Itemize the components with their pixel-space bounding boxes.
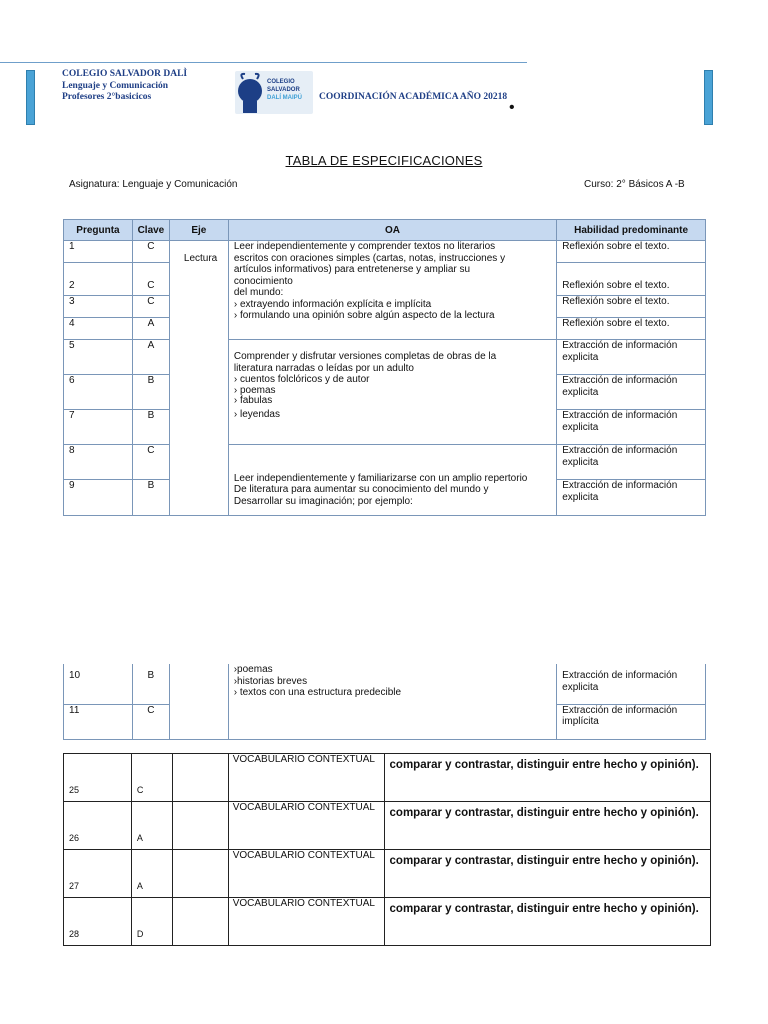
cell-pregunta: 26	[64, 802, 132, 850]
table-row	[64, 850, 711, 898]
asignatura-label: Asignatura: Lenguaje y Comunicación	[69, 179, 238, 190]
cell-clave: B	[132, 664, 169, 704]
oa-line: artículos informativos) para entretenerse y ampliar su	[233, 264, 471, 275]
right-accent-bar	[704, 70, 713, 125]
cell-habilidad: Reflexión sobre el texto.	[557, 296, 706, 318]
cell-clave: A	[131, 850, 172, 898]
cell-pregunta: 28	[64, 898, 132, 946]
header-oa: OA	[228, 220, 556, 241]
cell-eje: VOCABULARIO CONTEXTUAL	[228, 850, 384, 898]
school-subject: Lenguaje y Comunicación	[62, 80, 169, 91]
cell-empty	[172, 802, 228, 850]
cell-habilidad: Extracción de información implícita	[557, 704, 706, 739]
cell-pregunta: 27	[64, 850, 132, 898]
cell-clave: A	[132, 340, 169, 375]
cell-habilidad: Reflexión sobre el texto.	[557, 263, 706, 296]
cell-pregunta: 7	[64, 410, 133, 445]
cell-pregunta: 6	[64, 375, 133, 410]
table-row	[64, 340, 706, 375]
oa-line: › textos con una estructura predecible	[233, 687, 402, 698]
cell-oa-3	[228, 445, 556, 516]
bullet-mark: •	[509, 99, 515, 116]
cell-eje: VOCABULARIO CONTEXTUAL	[228, 754, 384, 802]
cell-eje	[169, 664, 228, 739]
specifications-table	[63, 219, 706, 516]
oa-line: › cuentos folclóricos y de autor	[233, 374, 370, 385]
left-accent-bar	[26, 70, 35, 125]
school-header	[62, 69, 187, 104]
cell-empty	[172, 898, 228, 946]
header-eje: Eje	[169, 220, 228, 241]
cell-clave: B	[132, 375, 169, 410]
cell-habilidad: Extracción de información explicita	[557, 480, 706, 516]
table-row	[64, 445, 706, 480]
cell-eje: VOCABULARIO CONTEXTUAL	[228, 898, 384, 946]
cell-descripcion: comparar y contrastar, distinguir entre hecho y opinión).	[384, 754, 710, 802]
table-row	[64, 754, 711, 802]
cell-clave: C	[132, 263, 169, 296]
cell-habilidad: Extracción de información explicita	[557, 410, 706, 445]
oa-line: Desarrollar su imaginación; por ejemplo:	[233, 495, 413, 507]
table-row	[64, 241, 706, 263]
logo-line-2: SALVADOR	[267, 87, 300, 93]
table-row	[64, 802, 711, 850]
oa-line: › poemas	[233, 384, 276, 396]
cell-habilidad: Extracción de información explicita	[557, 664, 706, 704]
cell-descripcion: comparar y contrastar, distinguir entre hecho y opinión).	[384, 898, 710, 946]
logo-line-1: COLEGIO	[267, 79, 295, 85]
cell-pregunta: 8	[64, 445, 133, 480]
cell-habilidad: Extracción de información explicita	[557, 445, 706, 480]
cell-pregunta: 10	[64, 664, 133, 704]
table-row	[64, 898, 711, 946]
page-title: TABLA DE ESPECIFICACIONES	[285, 153, 483, 168]
school-logo	[235, 71, 313, 114]
cell-clave: C	[132, 445, 169, 480]
cell-clave: B	[132, 410, 169, 445]
coordination-label: COORDINACIÓN ACADÉMICA AÑO 20218	[319, 92, 508, 102]
cell-pregunta: 5	[64, 340, 133, 375]
cell-pregunta: 2	[64, 263, 133, 296]
oa-line: conocimiento	[233, 275, 293, 287]
cell-descripcion: comparar y contrastar, distinguir entre hecho y opinión).	[384, 850, 710, 898]
oa-line: › extrayendo información explícita e implícita	[233, 298, 432, 310]
cell-pregunta: 11	[64, 704, 133, 739]
oa-line: › fabulas	[233, 394, 273, 406]
school-name: COLEGIO SALVADOR DALÌ	[62, 69, 188, 79]
cell-habilidad: Reflexión sobre el texto.	[557, 318, 706, 340]
cell-clave: A	[131, 802, 172, 850]
curso-label: Curso: 2° Básicos A -B	[584, 179, 685, 190]
logo-line-3: DALÍ MAIPÚ	[267, 95, 302, 101]
cell-pregunta: 4	[64, 318, 133, 340]
cell-clave: C	[132, 241, 169, 263]
cell-clave: D	[131, 898, 172, 946]
cell-oa-2	[228, 340, 556, 445]
table-row	[64, 664, 706, 704]
cell-clave: C	[132, 296, 169, 318]
oa-line: literatura narradas o leídas por un adulto	[233, 362, 414, 374]
cell-clave: B	[132, 480, 169, 516]
cell-habilidad: Extracción de información explicita	[557, 340, 706, 375]
header-habilidad: Habilidad predominante	[557, 220, 706, 241]
cell-empty	[172, 850, 228, 898]
cell-eje: VOCABULARIO CONTEXTUAL	[228, 802, 384, 850]
oa-line: › leyendas	[233, 408, 280, 420]
header-pregunta: Pregunta	[64, 220, 133, 241]
header-rule	[0, 62, 527, 63]
oa-line: escritos con oraciones simples (cartas, notas, instrucciones y	[233, 252, 506, 264]
cell-pregunta: 25	[64, 754, 132, 802]
header-clave: Clave	[132, 220, 169, 241]
cell-clave: C	[132, 704, 169, 739]
oa-line: ›historias breves	[233, 675, 308, 687]
cell-habilidad: Extracción de información explicita	[557, 375, 706, 410]
oa-line: De literatura para aumentar su conocimiento del mundo y	[233, 484, 489, 495]
cell-eje: Lectura	[169, 241, 228, 516]
cell-clave: C	[131, 754, 172, 802]
oa-line: Leer independientemente y comprender textos no literarios	[233, 241, 496, 252]
cell-pregunta: 9	[64, 480, 133, 516]
cell-descripcion: comparar y contrastar, distinguir entre hecho y opinión).	[384, 802, 710, 850]
oa-line: › formulando una opinión sobre algún aspecto de la lectura	[233, 310, 495, 321]
table-header-row	[64, 220, 706, 241]
cell-oa-1	[228, 241, 556, 340]
specifications-table-continued	[63, 664, 706, 740]
cell-pregunta: 1	[64, 241, 133, 263]
cell-habilidad: Reflexión sobre el texto.	[557, 241, 706, 263]
cell-oa-4	[228, 664, 556, 739]
cell-pregunta: 3	[64, 296, 133, 318]
oa-line: del mundo:	[233, 287, 284, 298]
cell-empty	[172, 754, 228, 802]
cell-clave: A	[132, 318, 169, 340]
vocabulary-table	[63, 753, 711, 946]
oa-line: Leer independientemente y familiarizarse con un amplio repertorio	[233, 472, 528, 484]
oa-line: Comprender y disfrutar versiones completas de obras de la	[233, 351, 497, 362]
school-teachers: Profesores 2°basicicos	[62, 92, 152, 102]
oa-line: ›poemas	[233, 664, 273, 675]
